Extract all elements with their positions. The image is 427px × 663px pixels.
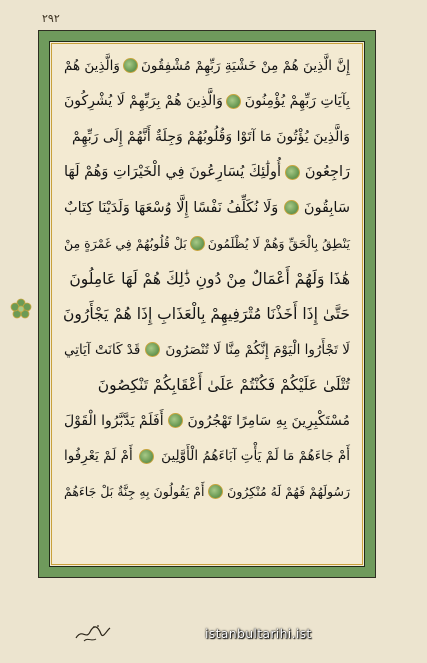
verse-text: أُولَٰئِكَ يُسَارِعُونَ فِي الْخَيْرَاتِ وَهُمْ لَهَا <box>64 164 281 181</box>
catchword-signature <box>74 622 112 644</box>
verse-text: أَمْ يَقُولُونَ بِهِ جِنَّةٌ بَلْ جَاءَهُمْ <box>64 484 205 500</box>
verse-marker-icon <box>168 413 183 428</box>
verse-marker-icon <box>226 94 241 109</box>
text-line <box>64 119 350 155</box>
text-line <box>64 403 350 439</box>
verse-text: رَاجِعُونَ <box>304 164 350 181</box>
page-frame <box>38 30 376 578</box>
text-line <box>64 226 350 262</box>
text-panel <box>49 41 365 567</box>
text-line <box>64 190 350 226</box>
verse-marker-icon <box>285 165 300 180</box>
verse-text: مُسْتَكْبِرِينَ بِهِ سَامِرًا تَهْجُرُونَ <box>187 412 350 429</box>
text-line <box>64 368 350 404</box>
text-line <box>64 474 350 510</box>
verse-marker-icon <box>208 484 223 499</box>
verse-text: سَابِقُونَ <box>303 199 350 216</box>
text-line <box>64 332 350 368</box>
verse-text: بَلْ قُلُوبُهُمْ فِي غَمْرَةٍ مِنْ <box>63 235 187 251</box>
verse-text: بِآيَاتِ رَبِّهِمْ يُؤْمِنُونَ <box>244 93 350 110</box>
verse-text: وَالَّذِينَ هُمْ بِرَبِّهِمْ لَا يُشْرِكُونَ <box>64 93 223 110</box>
verse-text: لَا تَجْأَرُوا الْيَوْمَ إِنَّكُمْ مِنَّا لَا تُنْصَرُونَ <box>165 341 350 358</box>
verse-marker-icon <box>123 58 138 73</box>
verse-marker-icon <box>139 449 154 464</box>
verse-text: إِنَّ الَّذِينَ هُمْ مِنْ خَشْيَةِ رَبِّهِمْ مُشْفِقُونَ <box>140 57 350 74</box>
verse-text: أَمْ جَاءَهُمْ مَا لَمْ يَأْتِ آبَاءَهُمُ الْأَوَّلِينَ <box>161 448 350 465</box>
verse-text: وَالَّذِينَ يُؤْتُونَ مَا آتَوْا وَقُلُوبُهُمْ وَجِلَةٌ أَنَّهُمْ إِلَى رَبِّهِمْ <box>72 128 350 145</box>
verse-text: حَتَّىٰ إِذَا أَخَذْنَا مُتْرَفِيهِمْ بِالْعَذَابِ إِذَا هُمْ يَجْأَرُونَ <box>63 305 350 324</box>
page-number: ٢٩٢ <box>42 12 60 25</box>
verse-text: أَفَلَمْ يَدَّبَّرُوا الْقَوْلَ <box>64 412 164 429</box>
verse-marker-icon <box>284 200 299 215</box>
text-line <box>64 439 350 475</box>
verse-marker-icon <box>145 342 160 357</box>
text-line <box>64 84 350 120</box>
verse-text: وَالَّذِينَ هُمْ <box>64 57 120 74</box>
verse-marker-icon <box>190 236 205 251</box>
verse-text: رَسُولَهُمْ فَهُمْ لَهُ مُنْكِرُونَ <box>227 484 350 500</box>
watermark: istanbultarihi.ist <box>205 626 312 641</box>
text-line <box>64 48 350 84</box>
verse-text: تُتْلَىٰ عَلَيْكُمْ فَكُنْتُمْ عَلَىٰ أَعْقَابِكُمْ تَنْكِصُونَ <box>97 376 350 395</box>
verse-text: وَلَا نُكَلِّفُ نَفْسًا إِلَّا وُسْعَهَا وَلَدَيْنَا كِتَابٌ <box>64 199 279 216</box>
manuscript-text <box>64 48 350 560</box>
verse-text: أَمْ لَمْ يَعْرِفُوا <box>64 448 133 465</box>
margin-rosette-icon <box>10 298 32 320</box>
verse-text: قَدْ كَانَتْ آيَاتِي <box>64 341 141 358</box>
verse-text: يَنْطِقُ بِالْحَقِّ وَهُمْ لَا يُظْلَمُونَ <box>207 235 350 251</box>
text-line <box>64 297 350 333</box>
text-line <box>64 155 350 191</box>
verse-text: هَٰذَا وَلَهُمْ أَعْمَالٌ مِنْ دُونِ ذَٰلِكَ هُمْ لَهَا عَامِلُونَ <box>69 269 350 288</box>
text-line <box>64 261 350 297</box>
